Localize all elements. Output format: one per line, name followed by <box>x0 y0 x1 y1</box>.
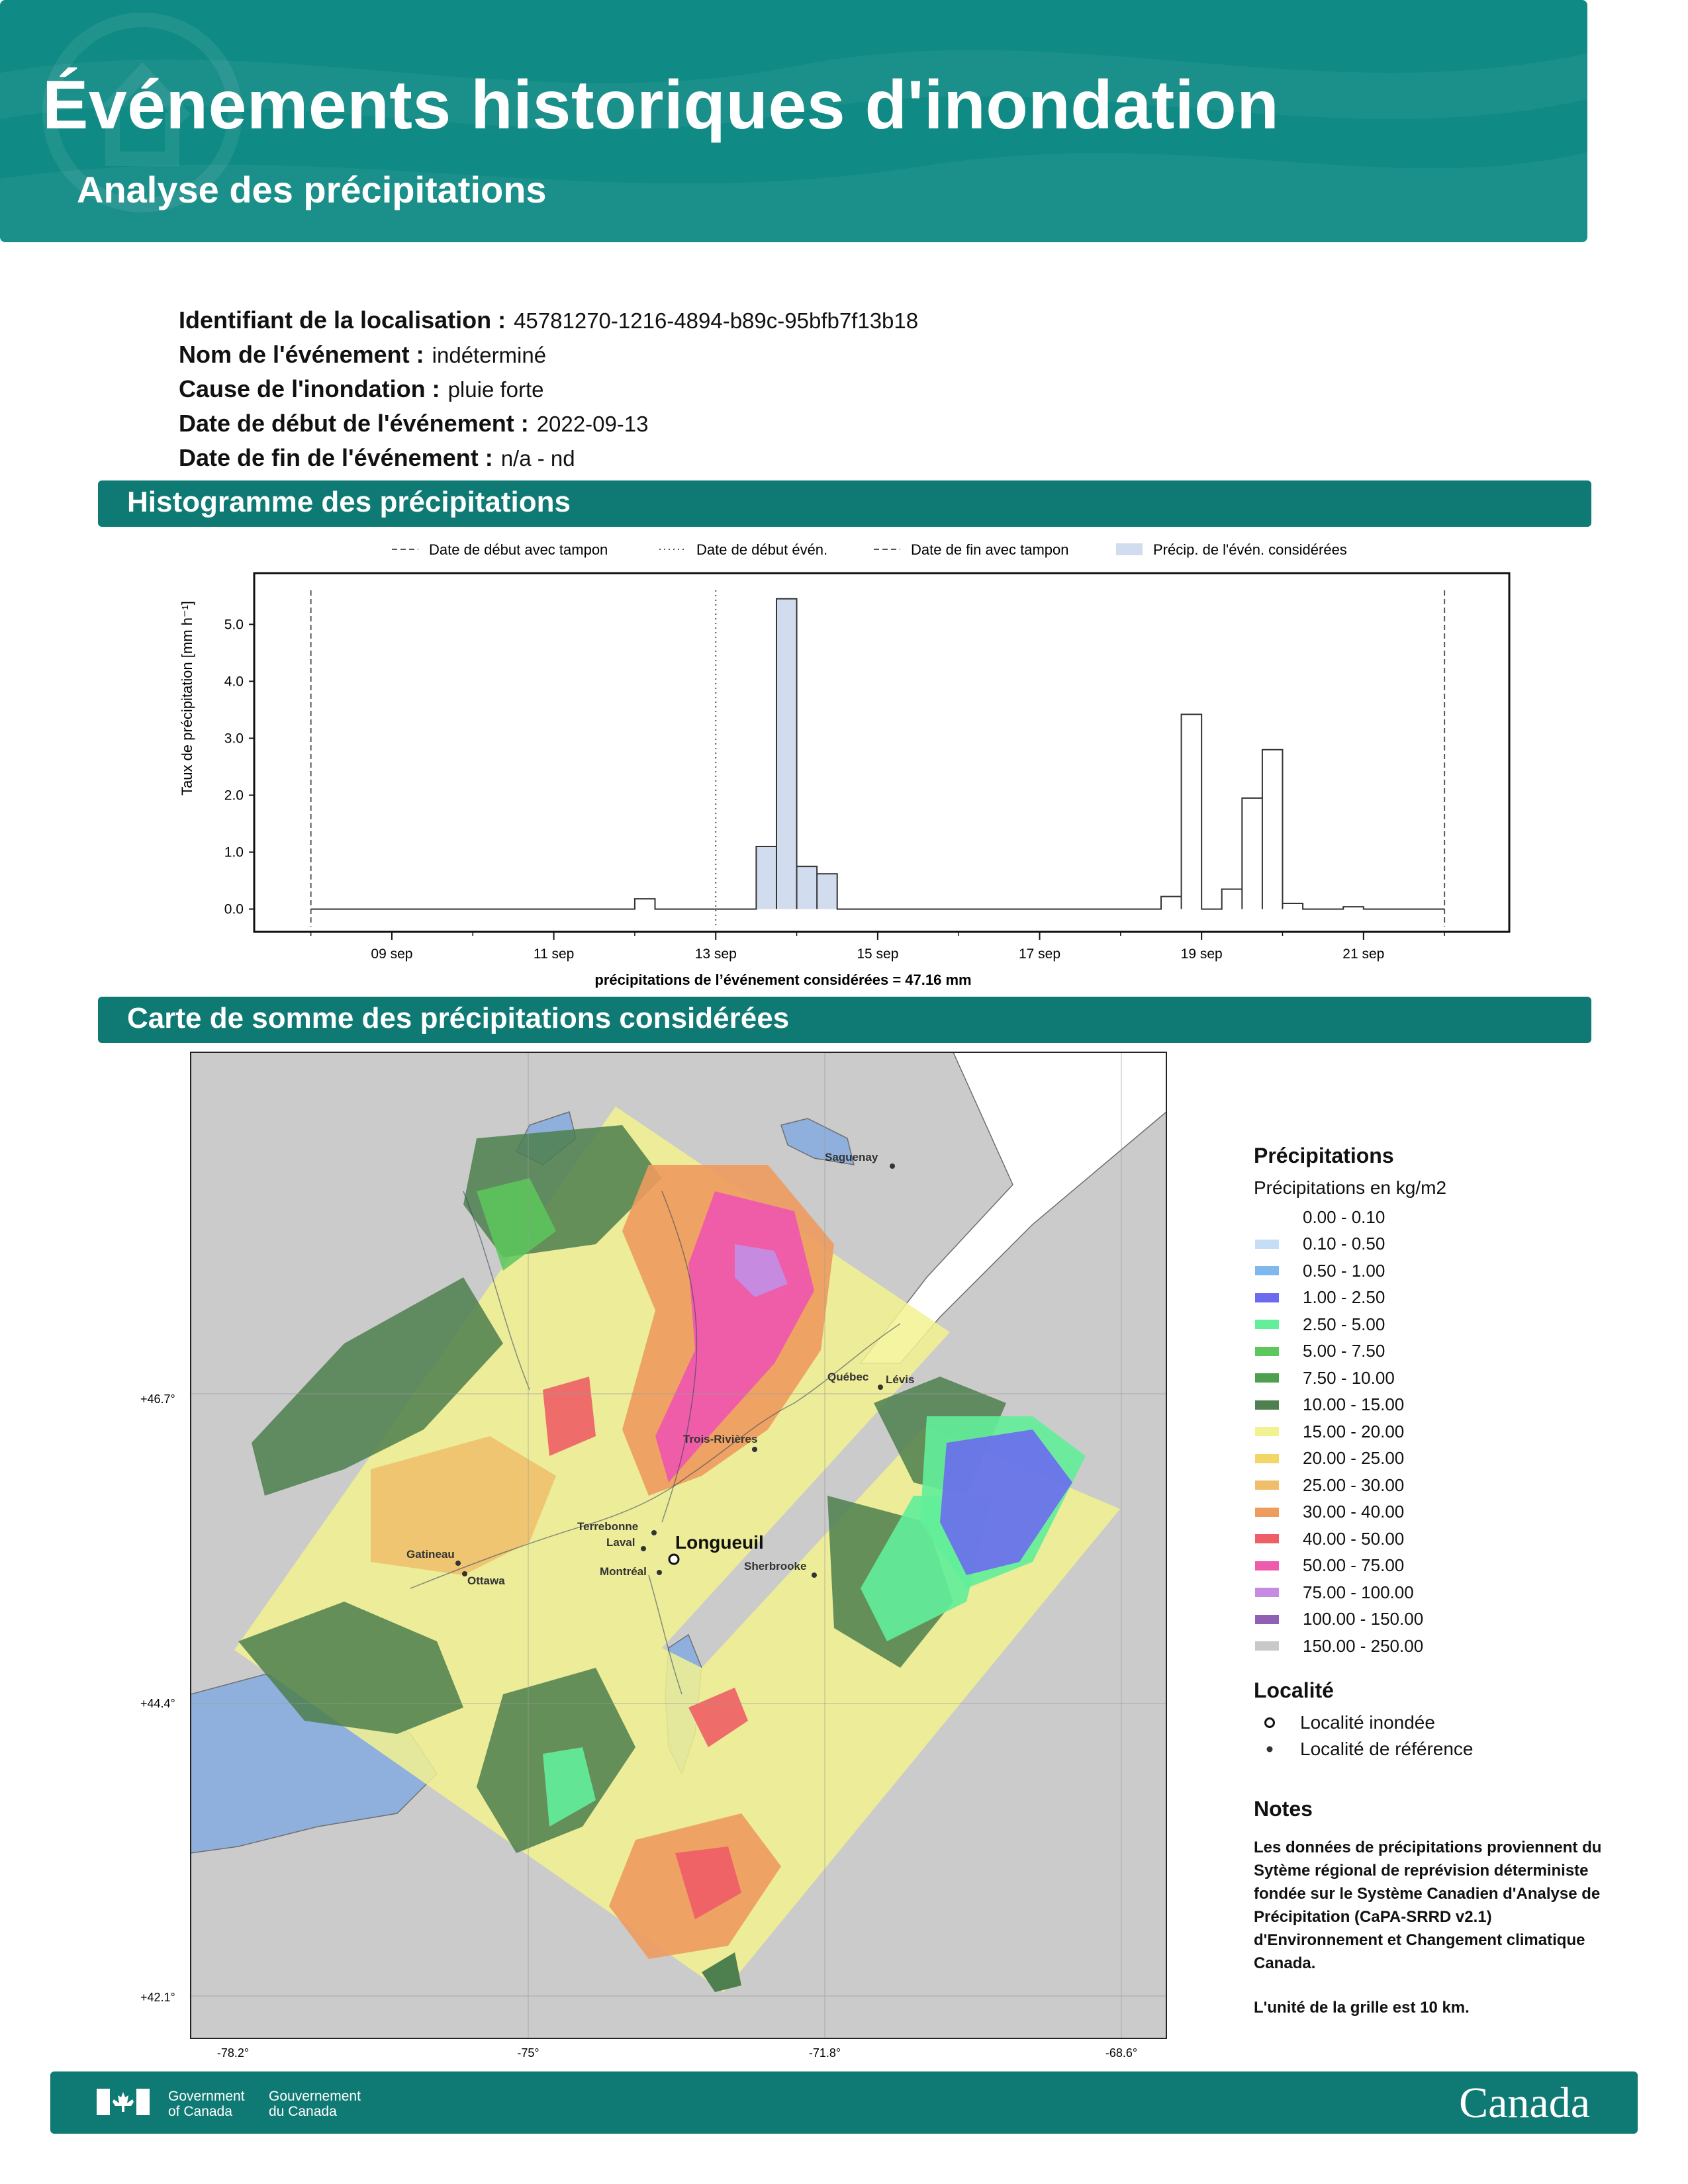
y-tick-label: 1.0 <box>224 844 244 860</box>
legend-swatch <box>1255 1266 1279 1275</box>
info-label: Cause de l'inondation : <box>179 375 440 402</box>
y-tick-label: 0.0 <box>224 901 244 917</box>
legend-class-label: 0.00 - 0.10 <box>1303 1206 1385 1227</box>
info-value: n/a - nd <box>500 446 575 471</box>
map-legend <box>1254 1144 1602 2017</box>
x-tick-label: 17 sep <box>1018 946 1061 962</box>
legend-swatch <box>1255 1347 1279 1356</box>
legend-row <box>1254 1525 1598 1553</box>
lat-label: +46.7° <box>140 1392 175 1406</box>
y-axis-label: Taux de précipitation [mm h⁻¹] <box>179 600 195 796</box>
info-value: 2022-09-13 <box>536 412 649 436</box>
legend-swatch <box>1255 1454 1279 1463</box>
x-tick-label: 19 sep <box>1180 946 1223 962</box>
legend-class-label: 100.00 - 150.00 <box>1303 1609 1424 1629</box>
section-title: Histogramme des précipitations <box>127 486 571 518</box>
legend-swatch <box>1255 1212 1279 1222</box>
city-label: Montréal <box>600 1565 647 1578</box>
info-value: 45781270-1216-4894-b89c-95bfb7f13b18 <box>514 308 919 333</box>
y-tick-label: 5.0 <box>224 617 244 633</box>
lon-label: -68.6° <box>1105 2046 1138 2060</box>
lat-label: +44.4° <box>140 1697 175 1710</box>
legend-swatch <box>1255 1641 1279 1651</box>
legend-swatch <box>1255 1561 1279 1570</box>
legend-class-label: 5.00 - 7.50 <box>1303 1341 1385 1361</box>
legend-swatch <box>1255 1293 1279 1302</box>
notes-text: Les données de précipitations proviennent du Sytème régional de reprévision déterministe fondée sur le Système Canadien d'Analyse de Précipitation (CaPA-SRRD v2.1) d'Environnement et Changement climatique Canada. <box>1254 1838 1602 1972</box>
legend-row <box>1254 1499 1598 1526</box>
legend-swatch <box>1255 1534 1279 1543</box>
city-label: Lévis <box>886 1373 915 1386</box>
lon-label: -78.2° <box>216 2046 250 2060</box>
city-label: Sherbrooke <box>744 1560 807 1572</box>
city-label: Québec <box>827 1371 869 1383</box>
legend-row <box>1254 1579 1598 1606</box>
x-tick-label: 13 sep <box>694 946 737 962</box>
legend-label: Date de fin avec tampon <box>911 541 1069 558</box>
locality-flooded-row <box>1254 1709 1598 1736</box>
legend-classes <box>1254 1204 1598 1660</box>
legend-swatch <box>1255 1373 1279 1383</box>
legend-row <box>1254 1445 1598 1473</box>
flooded-locality-icon <box>1263 1716 1276 1729</box>
legend-row <box>1254 1338 1598 1365</box>
legend-subtitle: Précipitations en kg/m2 <box>1254 1177 1447 1198</box>
canada-wordmark: Canada <box>1459 2079 1590 2127</box>
city-label-flooded: Longueuil <box>675 1532 764 1553</box>
legend-class-label: 1.00 - 2.50 <box>1303 1287 1385 1308</box>
y-tick-label: 3.0 <box>224 731 244 747</box>
lat-label: +42.1° <box>140 1991 175 2004</box>
legend-label: Date de début avec tampon <box>429 541 608 558</box>
legend-class-label: 75.00 - 100.00 <box>1303 1582 1414 1602</box>
legend-class-label: 25.00 - 30.00 <box>1303 1475 1405 1495</box>
info-label: Nom de l'événement : <box>179 341 424 368</box>
locality-title: Localité <box>1254 1678 1334 1702</box>
locality-reference-label: Localité de référence <box>1300 1738 1474 1759</box>
legend-row <box>1254 1633 1598 1660</box>
legend-class-label: 0.10 - 0.50 <box>1303 1234 1385 1254</box>
y-tick-label: 2.0 <box>224 788 244 803</box>
legend-row <box>1254 1204 1598 1231</box>
info-label: Date de fin de l'événement : <box>179 444 493 471</box>
notes-unit: L'unité de la grille est 10 km. <box>1254 1998 1470 2017</box>
lon-label: -71.8° <box>808 2046 841 2060</box>
x-tick-label: 21 sep <box>1342 946 1385 962</box>
legend-swatch <box>1255 1240 1279 1249</box>
legend-class-label: 7.50 - 10.00 <box>1303 1367 1395 1388</box>
legend-swatch <box>1255 1480 1279 1490</box>
legend-class-label: 15.00 - 20.00 <box>1303 1421 1405 1441</box>
legend-swatch <box>1255 1427 1279 1436</box>
reference-locality-icon <box>1263 1743 1276 1756</box>
city-label: Laval <box>606 1536 635 1549</box>
legend-row <box>1254 1311 1598 1338</box>
legend-swatch <box>1255 1508 1279 1517</box>
legend-row <box>1254 1257 1598 1285</box>
flooded-locality-marker <box>669 1555 679 1564</box>
legend-class-label: 2.50 - 5.00 <box>1303 1314 1385 1334</box>
legend-class-label: 10.00 - 15.00 <box>1303 1394 1405 1415</box>
histogram-bar <box>1282 903 1303 909</box>
legend-row <box>1254 1365 1598 1392</box>
legend-row <box>1254 1472 1598 1499</box>
legend-label: Date de début évén. <box>696 541 828 558</box>
legend-class-label: 50.00 - 75.00 <box>1303 1555 1405 1576</box>
city-label: Ottawa <box>467 1574 505 1587</box>
info-label: Date de début de l'événement : <box>179 410 529 437</box>
legend-row <box>1254 1285 1598 1312</box>
legend-row <box>1254 1418 1598 1445</box>
legend-row <box>1254 1553 1598 1580</box>
legend-class-label: 150.00 - 250.00 <box>1303 1635 1424 1656</box>
city-label: Terrebonne <box>577 1520 639 1533</box>
legend-swatch <box>1255 1320 1279 1329</box>
info-label: Identifiant de la localisation : <box>179 306 506 334</box>
legend-swatch <box>1255 1400 1279 1410</box>
locality-flooded-label: Localité inondée <box>1300 1711 1435 1733</box>
legend-class-label: 30.00 - 40.00 <box>1303 1502 1405 1522</box>
x-tick-label: 11 sep <box>533 946 575 962</box>
legend-class-label: 0.50 - 1.00 <box>1303 1260 1385 1281</box>
page-subtitle: Analyse des précipitations <box>77 169 547 210</box>
histogram-bar <box>1262 750 1283 909</box>
x-axis-label: précipitations de l’événement considérées = 47.16 mm <box>594 972 972 988</box>
x-tick-label: 09 sep <box>371 946 413 962</box>
legend-title: Précipitations <box>1254 1144 1394 1167</box>
info-value: indéterminé <box>432 343 547 367</box>
info-value: pluie forte <box>447 377 544 402</box>
notes-title: Notes <box>1254 1796 1313 1821</box>
y-tick-label: 4.0 <box>224 674 244 690</box>
government-en: Government of Canada <box>168 2089 245 2119</box>
lon-label: -75° <box>517 2046 539 2060</box>
locality-reference-row <box>1254 1736 1598 1762</box>
legend-class-label: 40.00 - 50.00 <box>1303 1528 1405 1549</box>
government-fr: Gouvernement du Canada <box>269 2089 361 2119</box>
histogram-bar <box>1242 798 1262 909</box>
legend-row <box>1254 1231 1598 1258</box>
legend-row <box>1254 1606 1598 1633</box>
page-title: Événements historiques d'inondation <box>42 67 1280 144</box>
x-tick-label: 15 sep <box>857 946 899 962</box>
footer-bar <box>50 2071 1638 2134</box>
canada-flag-icon <box>97 2089 150 2115</box>
legend-class-label: 20.00 - 25.00 <box>1303 1448 1405 1469</box>
legend-row <box>1254 1392 1598 1419</box>
legend-swatch <box>1255 1588 1279 1597</box>
legend-swatch <box>1255 1615 1279 1624</box>
city-label: Saguenay <box>825 1151 878 1163</box>
section-title: Carte de somme des précipitations considérées <box>127 1002 790 1034</box>
city-label: Trois-Rivières <box>683 1433 758 1445</box>
histogram-bar <box>1222 889 1243 909</box>
city-label: Gatineau <box>406 1548 455 1561</box>
legend-label: Précip. de l'évén. considérées <box>1153 541 1347 558</box>
